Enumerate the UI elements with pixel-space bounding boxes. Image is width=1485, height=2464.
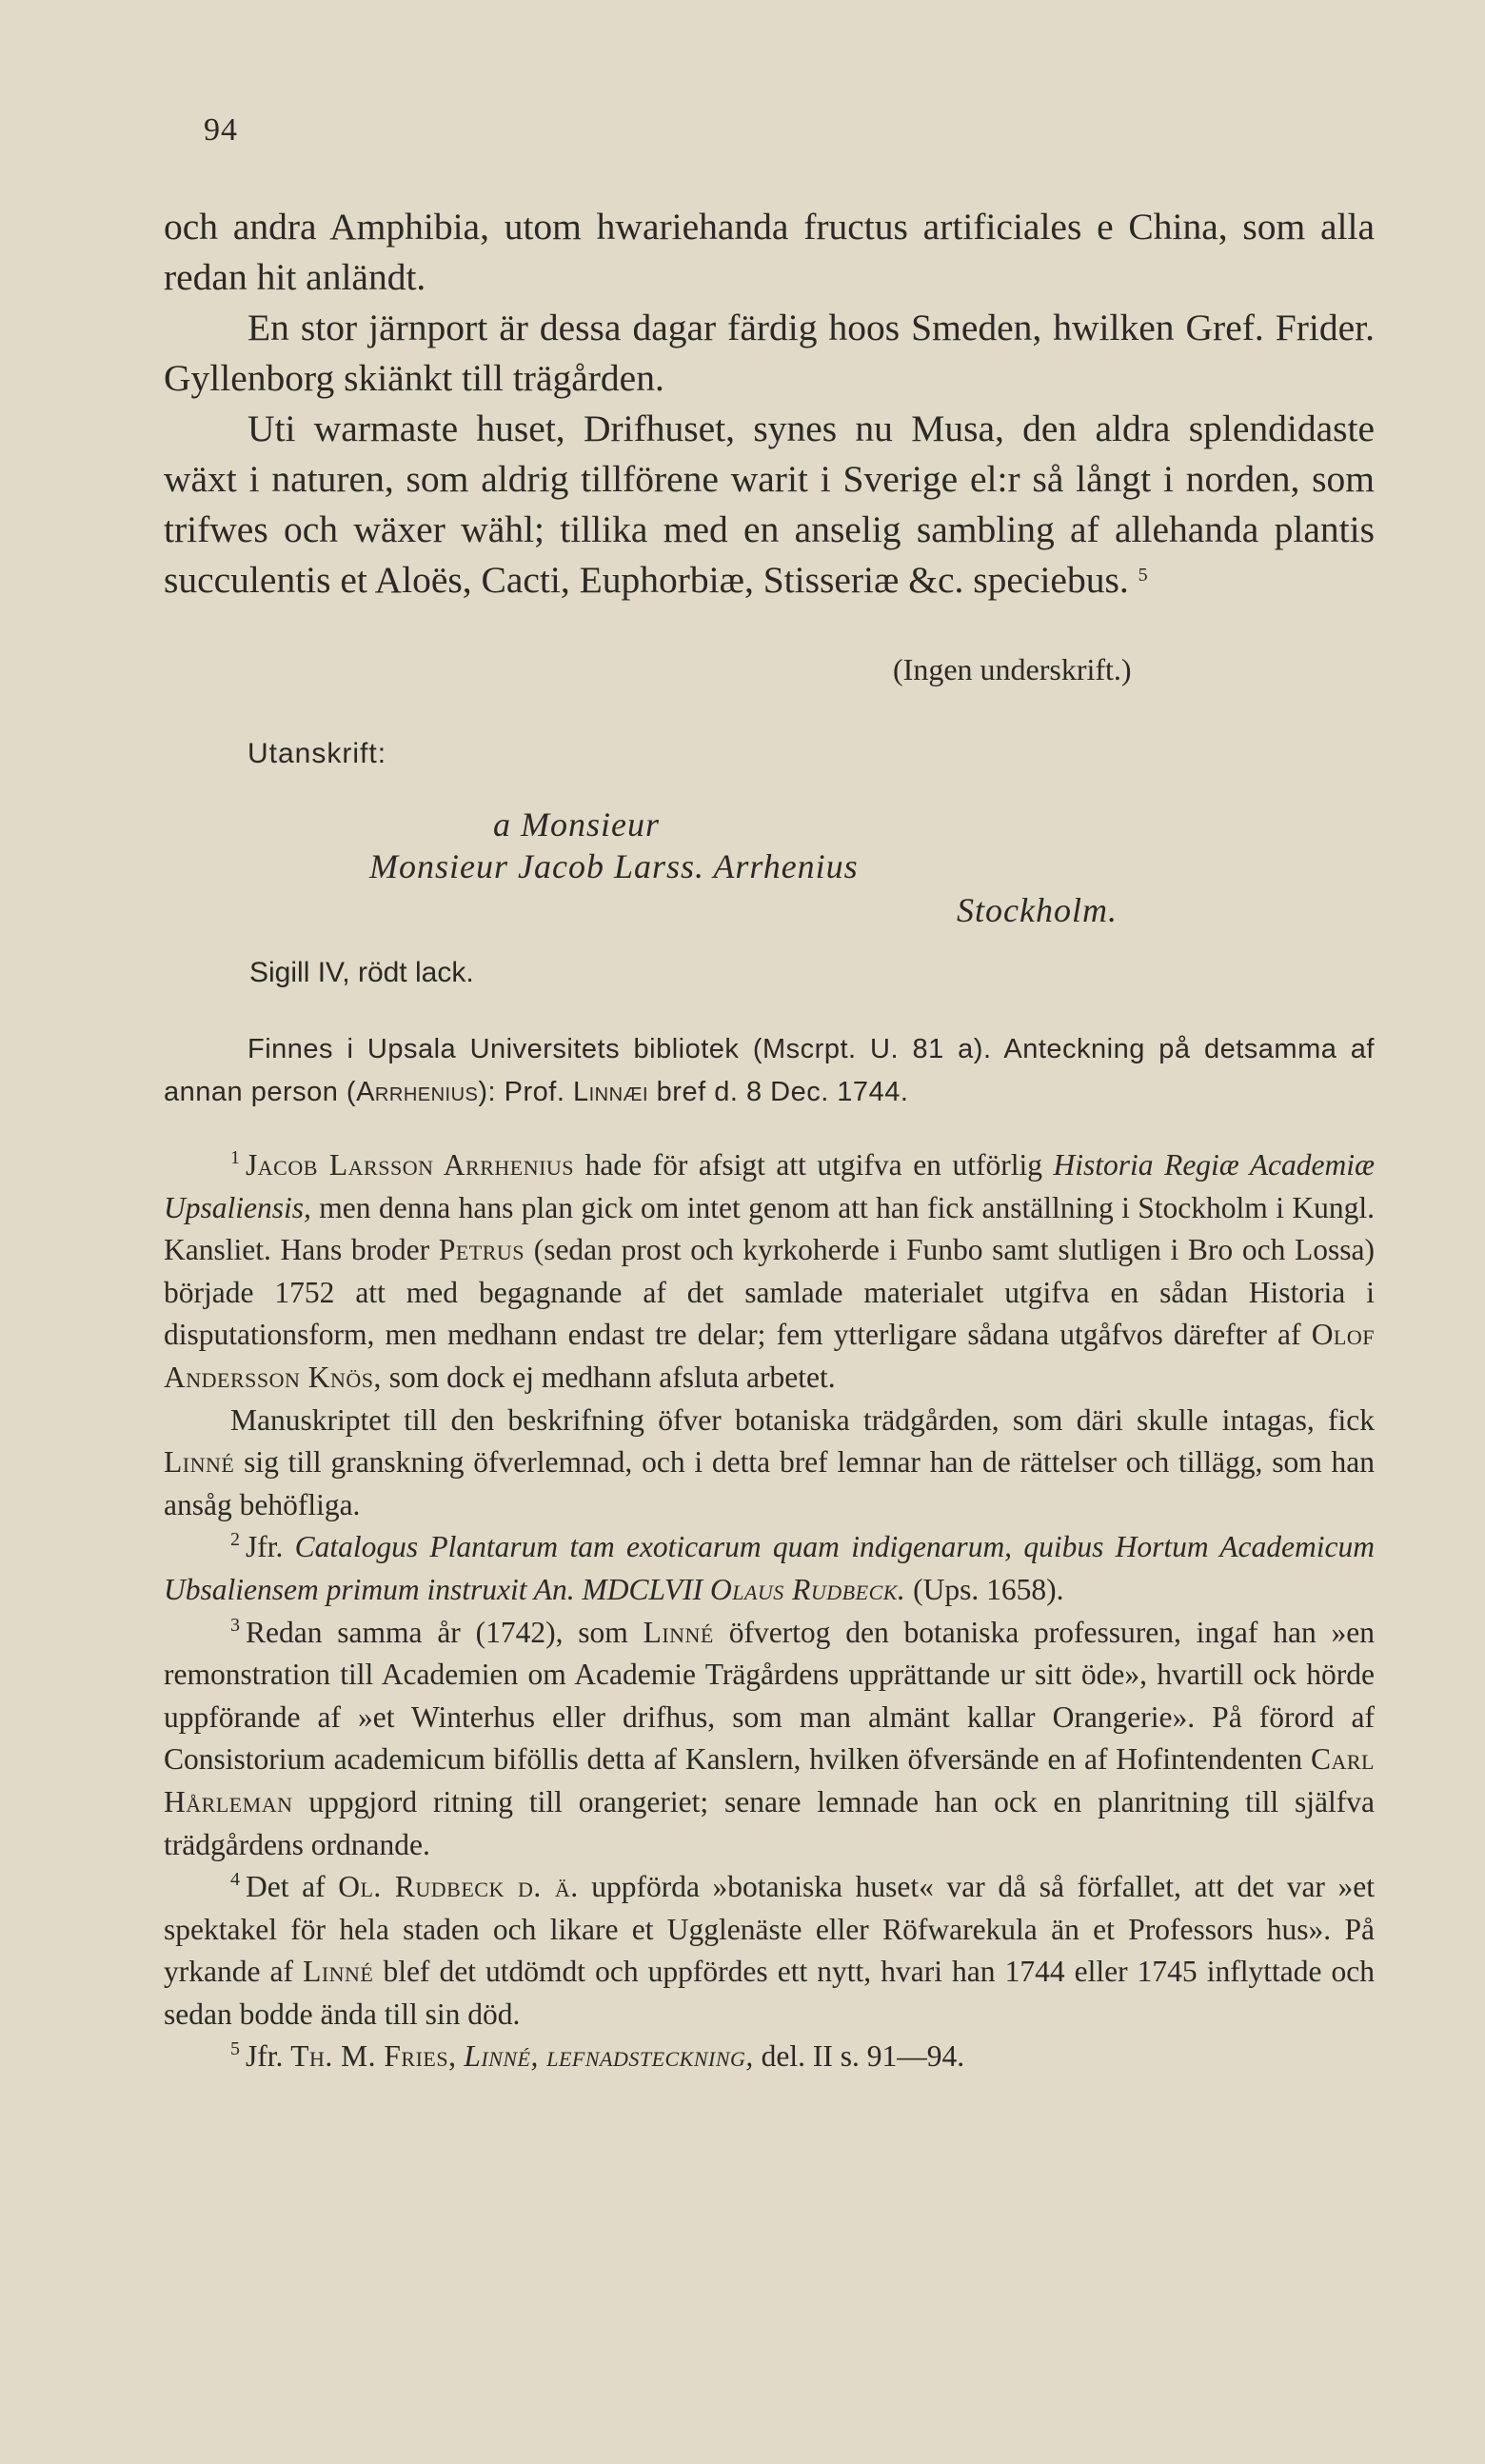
footnote-1-continuation: Manuskriptet till den beskrifning öfver botaniska trädgården, som däri skulle intagas, fick Linné sig till granskning öfverlemnad, och i detta bref lemnar han de rättelser och tillägg, som han ansåg behöfliga. [164, 1402, 1375, 1521]
footnote-4: $^4$ Det af Ol. Rudbeck d. ä. uppförda »botaniska huset« var då så förfallet, att det var »et spektakel för hela staden och likare et Ugglenäste eller Röfwarekula än et Professors hus». På yrkande af Linné blef det utdömdt och uppfördes ett nytt, hvari han 1744 eller 1745 inflyttade och sedan bodde ända till sin död. [164, 1869, 1376, 2031]
footnote-number: 1 [230, 1147, 240, 1168]
address-label: Utanskrift: [248, 738, 387, 769]
footnote-number: 4 [230, 1869, 240, 1891]
body-paragraph-3 [164, 404, 1375, 606]
body-paragraph-1: och andra Amphibia, utom hwariehanda fructus artificiales e China, som alla redan hit anländt. [164, 206, 1375, 298]
footnotes [164, 1144, 1375, 2078]
body-paragraph-2: En stor järnport är dessa dagar färdig hoos Smeden, hwilken Gref. Frider. Gyllenborg skiänkt till trägården. [164, 307, 1375, 399]
letter-body [164, 202, 1375, 606]
footnote-2: $^2$ Jfr. Catalogus Plantarum tam exoticarum quam indigenarum, quibus Hortum Academicum Ubsaliensem primum instruxit An. MDCLVII Olaus Rudbeck. (Ups. 1658). [164, 1529, 1375, 1606]
footnote-number: 5 [230, 2038, 240, 2060]
address-line-2: Monsieur Jacob Larss. Arrhenius [369, 847, 859, 885]
footnote-5: $^5$ Jfr. Th. M. Fries, Linné, lefnadsteckning, del. II s. 91—94. [230, 2038, 965, 2074]
person-name: Arrhenius [356, 1077, 479, 1107]
person-name: Linnæi [572, 1077, 649, 1107]
footnote-1: $^1$ Jacob Larsson Arrhenius hade för afsigt att utgifva en utförlig Historia Regiæ Academiæ Upsaliensis, men denna hans plan gick om intet genom att han fick anställning i Stockholm i Kungl. Kansliet. Hans broder Petrus (sedan prost och kyrkoherde i Funbo samt slutligen i Bro och Lossa) började 1752 att med begagnande af det samlade materialet utgifva en sådan Historia i disputationsform, men medhann endast tre delar; fem ytterligare sådana utgåfvos därefter af Olof Andersson Knös, som dock ej medhann afsluta arbetet. [164, 1147, 1376, 1394]
footnote-number: 2 [230, 1529, 240, 1551]
address-line-3: Stockholm. [957, 891, 1118, 929]
source-note: Finnes i Upsala Universitets bibliotek (Mscrpt. U. 81 a). Anteckning på detsamma af annan person (Arrhenius): Prof. Linnæi bref d. 8 Dec. 1744. [164, 1034, 1375, 1107]
signature-note: (Ingen underskrift.) [893, 652, 1132, 686]
footnote-3: $^3$ Redan samma år (1742), som Linné öfvertog den botaniska professuren, ingaf han »en remonstration till Academien om Academie Trägårdens upprättande ur sitt öde», hvartill ock hörde uppförande af »et Winterhus eller drifhus, som man almänt kallar Orangerie». På förord af Consistorium academicum biföllis detta af Kanslern, hvilken öfversände en af Hofintendenten Carl Hårleman uppgjord ritning till orangeriet; senare lemnade han ock en planritning till själfva trädgårdens ordnande. [164, 1614, 1375, 1861]
footnote-ref-5: 5 [1138, 565, 1148, 586]
footnote-number: 3 [230, 1614, 240, 1636]
address-line-1: a Monsieur [493, 805, 660, 844]
page-number: 94 [204, 112, 238, 148]
body-paragraph-3-text: Uti warmaste huset, Drifhuset, synes nu Musa, den aldra splendidaste wäxt i naturen, som aldrig tillförene warit i Sverige el:r så långt i norden, som trifwes och wäxer wähl; tillika med en anselig sambling af allehanda plantis succulentis et Aloës, Cacti, Euphorbiæ, Stisseriæ &c. speciebus. [164, 407, 1375, 601]
seal-note: Sigill IV, rödt lack. [249, 957, 474, 988]
